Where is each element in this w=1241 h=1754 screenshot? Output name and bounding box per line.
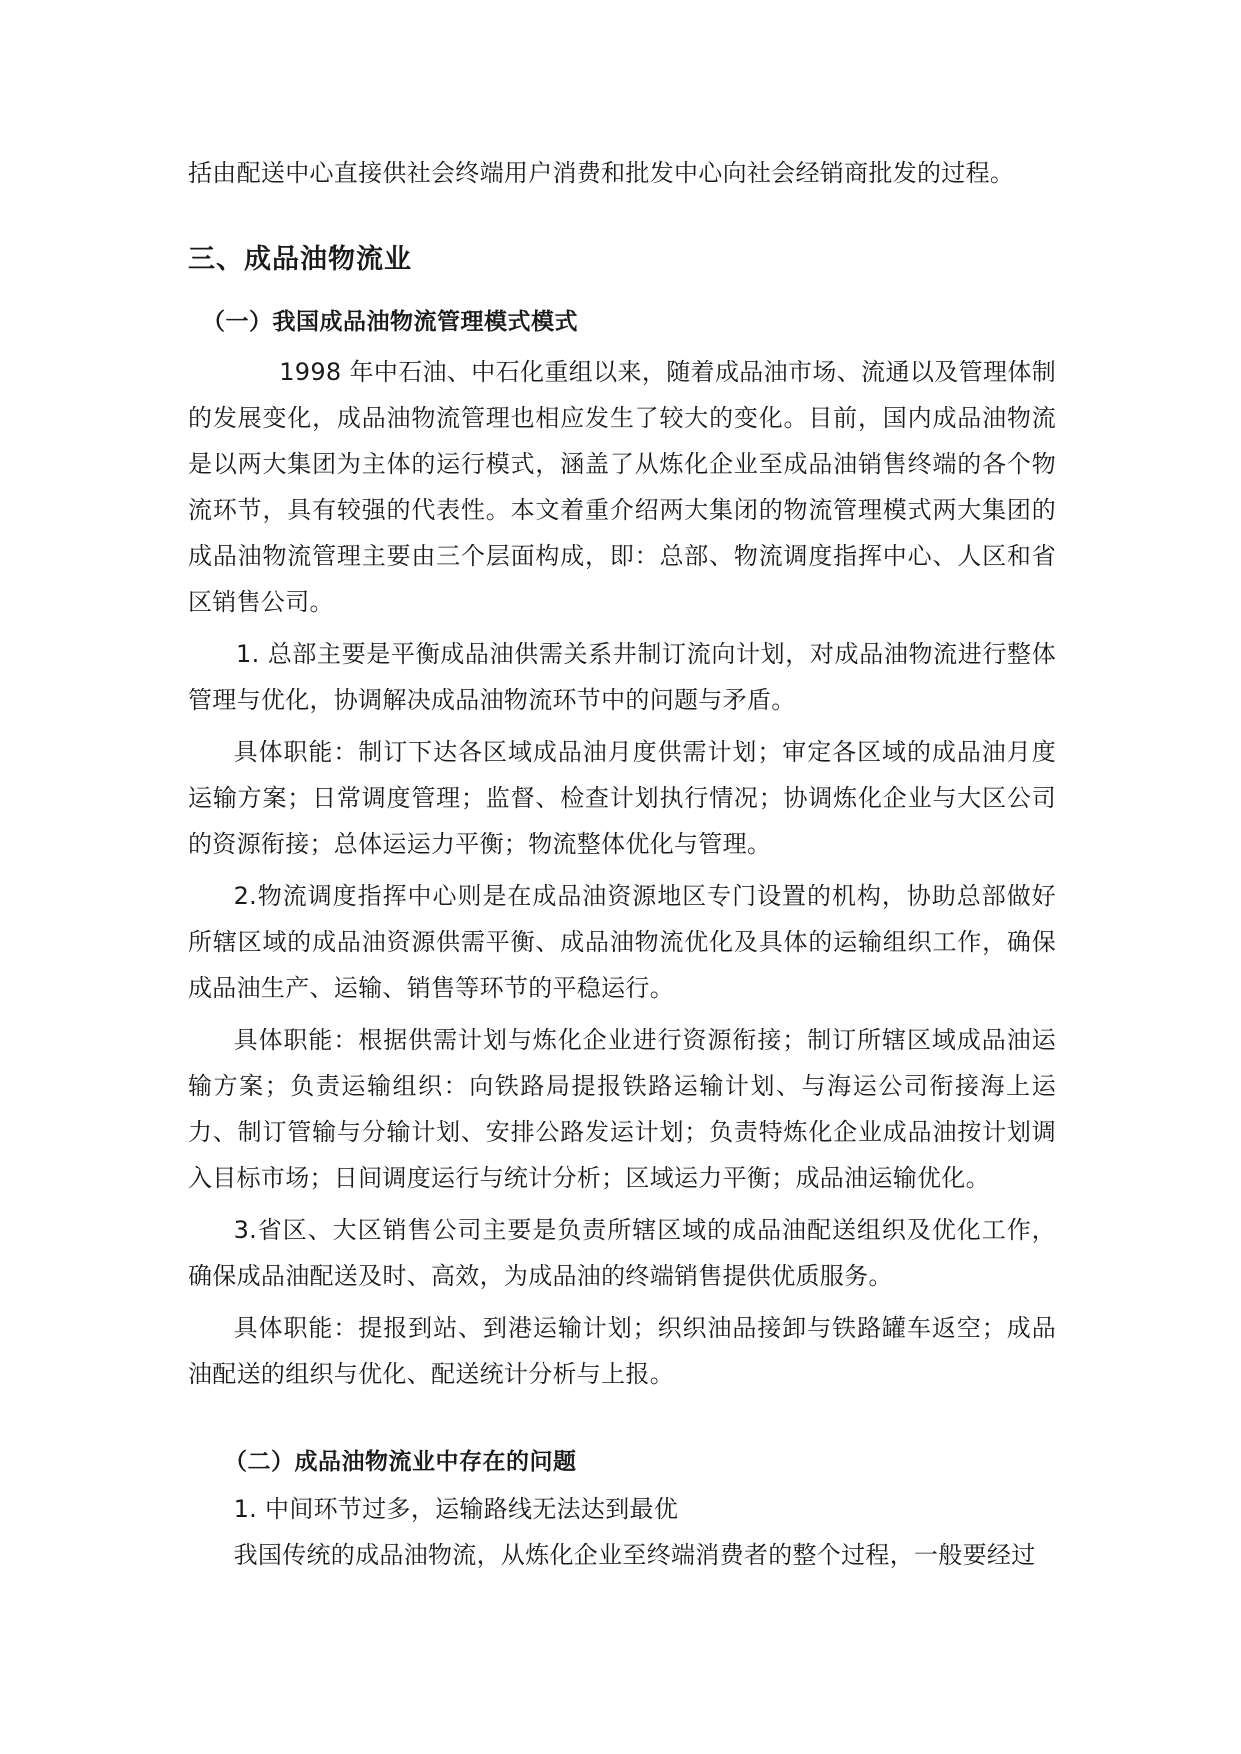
paragraph-headquarters: 1. 总部主要是平衡成品油供需关系井制订流向计划，对成品油物流进行整体管理与优化，协调解决成品油物流环节中的问题与矛盾。 — [188, 640, 1056, 714]
subsection-2-body — [188, 1486, 1056, 1578]
subsection-1-body — [188, 349, 1056, 1397]
opening-paragraph-tail: 括由配送中心直接供社会终端用户消费和批发中心向社会经销商批发的过程。 — [188, 159, 1015, 187]
subsection-heading-2: （二）成品油物流业中存在的问题 — [224, 1449, 577, 1475]
section-heading: 三、成品油物流业 — [188, 244, 412, 275]
paragraph-dispatch-center-duties: 具体职能：根据供需计划与炼化企业进行资源衔接；制订所辖区域成品油运输方案；负责运输组织：向铁路局提报铁路运输计划、与海运公司衔接海上运力、制订管输与分输计划、安排公路发运计划；负责特炼化企业成品油按计划调入目标市场；日间调度运行与统计分析；区域运力平衡；成品油运输优化。 — [188, 1026, 1056, 1192]
paragraph-headquarters-duties: 具体职能：制订下达各区域成品油月度供需计划；审定各区域的成品油月度运输方案；日常调度管理；监督、检查计划执行情况；协调炼化企业与大区公司的资源衔接；总体运运力平衡；物流整体优化与管理。 — [188, 738, 1056, 858]
paragraph-sales-company: 3.省区、大区销售公司主要是负责所辖区域的成品油配送组织及优化工作，确保成品油配送及时、高效，为成品油的终端销售提供优质服务。 — [188, 1216, 1056, 1290]
paragraph-sales-company-duties: 具体职能：提报到站、到港运输计划；织织油品接卸与铁路罐车返空；成品油配送的组织与优化、配送统计分析与上报。 — [188, 1314, 1056, 1388]
problem-item-1: 1. 中间环节过多，运输路线无法达到最优 — [233, 1495, 679, 1523]
subsection-heading-1: （一）我国成品油物流管理模式模式 — [202, 309, 578, 335]
paragraph-intro: 1998 年中石油、中石化重组以来，随着成品油市场、流通以及管理体制的发展变化，成品油物流管理也相应发生了较大的变化。目前，国内成品油物流是以两大集团为主体的运行模式，涵盖了从炼化企业至成品油销售终端的各个物流环节，具有较强的代表性。本文着重介绍两大集闭的物流管理模式两大集团的成品油物流管理主要由三个层面构成，即：总部、物流调度指挥中心、人区和省区销售公司。 — [188, 358, 1056, 616]
paragraph-problem-description: 我国传统的成品油物流，从炼化企业至终端消费者的整个过程，一般要经过 — [233, 1541, 1036, 1569]
paragraph-dispatch-center: 2.物流调度指挥中心则是在成品油资源地区专门设置的机构，协助总部做好所辖区域的成品油资源供需平衡、成品油物流优化及具体的运输组织工作，确保成品油生产、运输、销售等环节的平稳运行。 — [188, 882, 1056, 1002]
